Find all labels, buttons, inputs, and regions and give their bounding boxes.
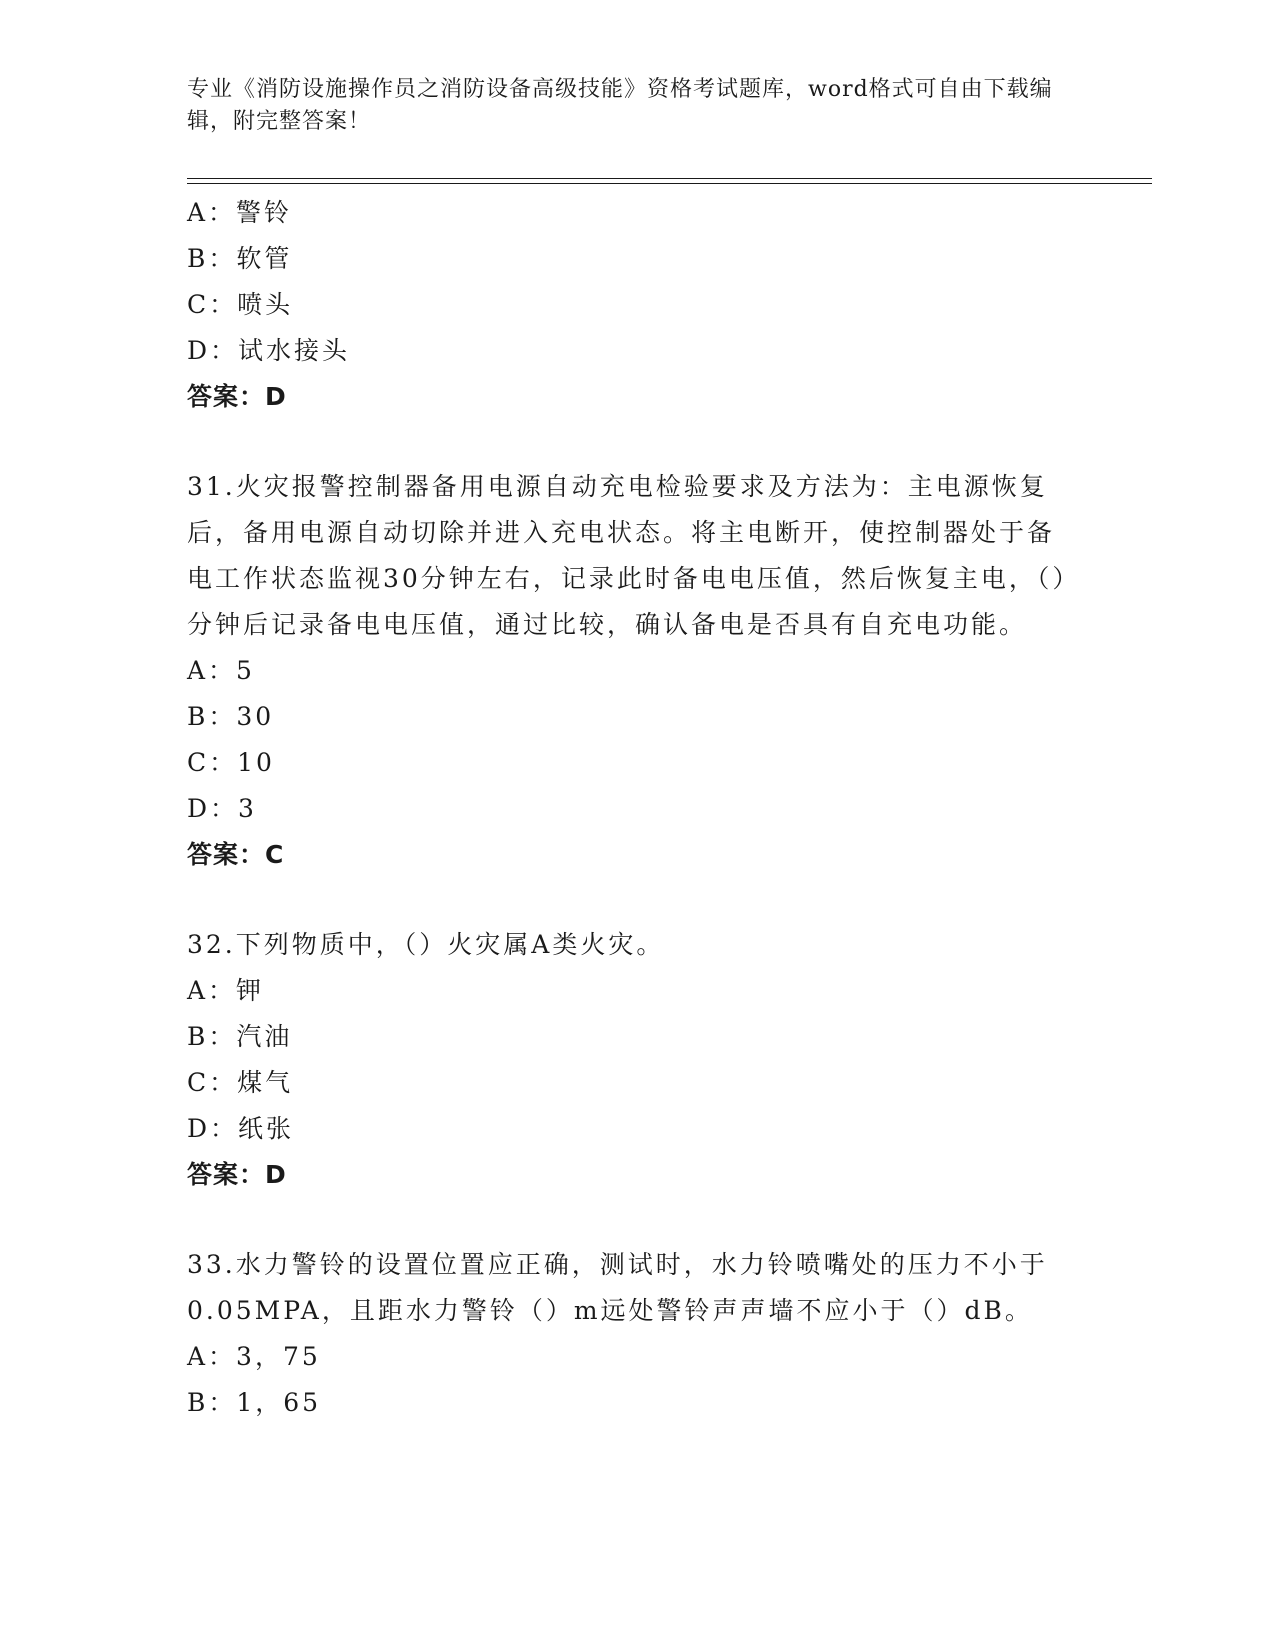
answer-label: 答案：C <box>187 840 285 869</box>
option-c: C：煤气 <box>187 1068 294 1097</box>
option-d: D：纸张 <box>187 1114 295 1143</box>
question-31 <box>187 464 1077 878</box>
question-30 <box>187 190 1077 420</box>
answer-label: 答案：D <box>187 382 287 411</box>
option-b: B：30 <box>187 702 275 731</box>
option-b: B：汽油 <box>187 1022 293 1051</box>
question-stem: 33.水力警铃的设置位置应正确，测试时，水力铃喷嘴处的压力不小于0.05MPA，且距水力警铃（）m远处警铃声声墙不应小于（）dB。 <box>187 1250 1048 1325</box>
question-list <box>187 190 1077 1426</box>
header-divider-bottom <box>187 183 1152 184</box>
question-stem: 32.下列物质中，（）火灾属A类火灾。 <box>187 930 665 959</box>
option-b: B：1，65 <box>187 1388 322 1417</box>
spacer <box>187 1198 1077 1242</box>
option-d: D：3 <box>187 794 257 823</box>
question-stem: 31.火灾报警控制器备用电源自动充电检验要求及方法为：主电源恢复后，备用电源自动切除并进入充电状态。将主电断开，使控制器处于备电工作状态监视30分钟左右，记录此时备电电压值，然后恢复主电，（）分钟后记录备电电压值，通过比较，确认备电是否具有自充电功能。 <box>187 472 1068 639</box>
header-divider-top <box>187 178 1152 179</box>
option-a: A：钾 <box>187 976 265 1005</box>
question-32 <box>187 922 1077 1198</box>
question-33 <box>187 1242 1077 1426</box>
option-c: C：10 <box>187 748 275 777</box>
answer-label: 答案：D <box>187 1160 287 1189</box>
option-a: A：警铃 <box>187 198 293 227</box>
option-b: B：软管 <box>187 244 293 273</box>
option-a: A：5 <box>187 656 255 685</box>
option-a: A：3，75 <box>187 1342 321 1371</box>
spacer <box>187 420 1077 464</box>
option-d: D：试水接头 <box>187 336 351 365</box>
spacer <box>187 878 1077 922</box>
option-c: C：喷头 <box>187 290 294 319</box>
document-header: 专业《消防设施操作员之消防设备高级技能》资格考试题库，word格式可自由下载编辑，附完整答案！ <box>187 77 1053 134</box>
